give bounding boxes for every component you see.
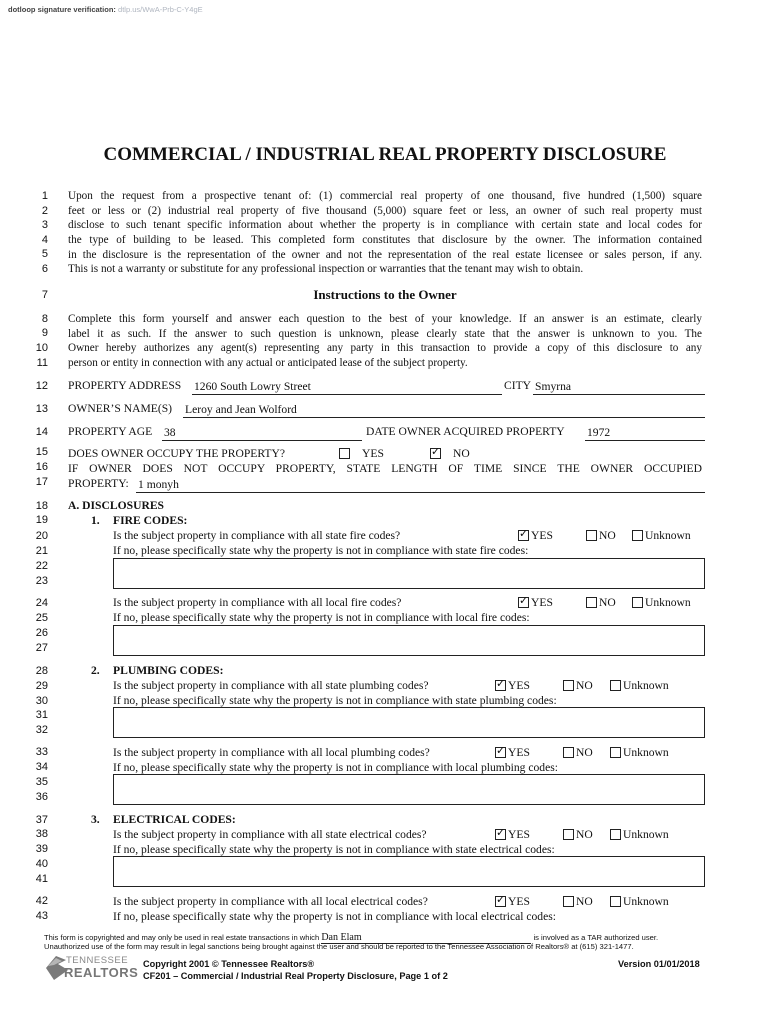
no-checkbox[interactable] — [563, 680, 574, 691]
line-number: 14 — [35, 426, 48, 438]
line-number: 18 — [35, 500, 48, 512]
no-label: NO — [576, 895, 593, 908]
city-label: CITY — [504, 379, 532, 392]
yes-label: YES — [531, 529, 553, 542]
instructions-paragraph — [68, 312, 702, 371]
followup-prompt: If no, please specifically state why the property is not in compliance with state electrical codes: — [113, 843, 555, 856]
paragraph-line: Upon the request from a prospective tenant of: (1) commercial real property of one thousand, five hundred (1,500) square — [68, 190, 702, 202]
compliance-question: Is the subject property in compliance with all state electrical codes? — [113, 828, 427, 841]
line-number: 4 — [41, 234, 48, 246]
page-title: COMMERCIAL / INDUSTRIAL REAL PROPERTY DISCLOSURE — [103, 144, 667, 165]
compliance-question: Is the subject property in compliance with all local plumbing codes? — [113, 746, 430, 759]
age-field[interactable]: 38 — [162, 426, 362, 441]
line-number: 11 — [36, 357, 48, 369]
not-occupy-label: PROPERTY: — [68, 477, 129, 490]
line-number: 36 — [35, 791, 48, 803]
paragraph-line: disclose to such tenant specific information about whether the property is in compliance with certain state and local codes for — [68, 219, 702, 232]
line-number: 19 — [35, 514, 48, 526]
signature-verification — [8, 5, 203, 14]
logo-text-bottom: REALTORS — [64, 965, 139, 980]
line-number: 33 — [35, 746, 48, 758]
line-number: 43 — [35, 910, 48, 922]
verification-code[interactable]: dtlp.us/WwA-Prb-C-Y4gE — [118, 5, 203, 14]
no-label: NO — [576, 746, 593, 759]
line-number: 25 — [35, 612, 48, 624]
unknown-label: Unknown — [645, 529, 691, 542]
no-checkbox[interactable] — [586, 597, 597, 608]
section-number: 1. — [91, 514, 100, 527]
compliance-question: Is the subject property in compliance with all state fire codes? — [113, 529, 401, 542]
explanation-field[interactable] — [113, 774, 705, 805]
copyright-line: Copyright 2001 © Tennessee Realtors® — [143, 959, 315, 969]
copyright-post: is involved as a TAR authorized user. — [533, 933, 659, 942]
logo-text-top: TENNESSEE — [66, 955, 129, 966]
line-number: 16 — [35, 461, 48, 473]
line-number: 38 — [35, 828, 48, 840]
section-number: 3. — [91, 813, 100, 826]
line-number: 23 — [35, 575, 48, 587]
paragraph-line: person or entity in connection with any actual or anticipated lease of the subject property. — [68, 357, 468, 370]
paragraph-line: This is not a warranty or substitute for any professional inspection or warranties that the tenant may wish to obtain. — [68, 263, 584, 276]
line-number: 12 — [35, 380, 48, 392]
line-number: 26 — [35, 627, 48, 639]
occupy-no-checkbox[interactable] — [430, 448, 441, 459]
no-label: NO — [576, 828, 593, 841]
line-number: 10 — [35, 342, 48, 354]
address-field[interactable]: 1260 South Lowry Street — [192, 380, 502, 395]
authorized-user-field[interactable]: Dan Elam — [321, 932, 531, 944]
owner-label: OWNER’S NAME(S) — [68, 402, 173, 415]
unknown-label: Unknown — [623, 746, 669, 759]
yes-checkbox[interactable] — [495, 747, 506, 758]
yes-label: YES — [508, 895, 530, 908]
line-number: 13 — [35, 403, 48, 415]
no-label: NO — [599, 529, 616, 542]
unknown-checkbox[interactable] — [632, 597, 643, 608]
line-number: 6 — [41, 263, 48, 275]
line-number: 1 — [41, 190, 48, 202]
acquired-field[interactable]: 1972 — [585, 426, 705, 441]
yes-checkbox[interactable] — [495, 680, 506, 691]
line-number: 34 — [35, 761, 48, 773]
address-label: PROPERTY ADDRESS — [68, 379, 182, 392]
instructions-heading: Instructions to the Owner — [313, 287, 457, 302]
yes-label: YES — [508, 746, 530, 759]
line-number: 8 — [41, 313, 48, 325]
occupy-yes-checkbox[interactable] — [339, 448, 350, 459]
line-number: 21 — [35, 545, 48, 557]
no-label: NO — [576, 679, 593, 692]
compliance-question: Is the subject property in compliance with all local fire codes? — [113, 596, 402, 609]
compliance-question: Is the subject property in compliance with all state plumbing codes? — [113, 679, 429, 692]
followup-prompt: If no, please specifically state why the property is not in compliance with local plumbing codes: — [113, 761, 558, 774]
unknown-label: Unknown — [623, 828, 669, 841]
unknown-checkbox[interactable] — [610, 680, 621, 691]
no-label: NO — [599, 596, 616, 609]
disclosures-heading: A. DISCLOSURES — [68, 499, 164, 512]
paragraph-line: in the disclosure is the representation of the owner and not the representation of the real estate licensee or sales person, if any. — [68, 248, 702, 261]
yes-checkbox[interactable] — [518, 530, 529, 541]
occupy-no-label: NO — [453, 447, 470, 460]
line-number: 17 — [35, 476, 48, 488]
section-title: ELECTRICAL CODES: — [113, 813, 236, 826]
line-number: 31 — [35, 709, 48, 721]
explanation-field[interactable] — [113, 707, 705, 738]
unknown-checkbox[interactable] — [610, 829, 621, 840]
unauthorized-notice: Unauthorized use of the form may result in legal sanctions being brought against the user and should be reported to the Tennessee Association of Realtors® at (615) 321-1477. — [44, 942, 634, 951]
section-title: FIRE CODES: — [113, 514, 188, 527]
yes-label: YES — [508, 679, 530, 692]
line-number: 40 — [35, 858, 48, 870]
line-number: 9 — [41, 327, 48, 339]
line-number: 15 — [35, 446, 48, 458]
section-number: 2. — [91, 664, 100, 677]
line-number: 22 — [35, 560, 48, 572]
compliance-question: Is the subject property in compliance with all local electrical codes? — [113, 895, 428, 908]
occupy-yes-label: YES — [362, 447, 384, 460]
yes-checkbox[interactable] — [495, 829, 506, 840]
no-checkbox[interactable] — [563, 747, 574, 758]
copyright-pre: This form is copyrighted and may only be used in real estate transactions in which — [44, 933, 320, 942]
paragraph-line: Complete this form yourself and answer each question to the best of your knowledge. If an answer is an estimate, clearly — [68, 313, 702, 325]
line-number: 37 — [35, 814, 48, 826]
followup-prompt: If no, please specifically state why the property is not in compliance with local fire codes: — [113, 611, 530, 624]
intro-paragraph — [68, 189, 702, 277]
not-occupy-line: IF OWNER DOES NOT OCCUPY PROPERTY, STATE LENGTH OF TIME SINCE THE OWNER OCCUPIED — [68, 462, 702, 475]
line-number: 32 — [35, 724, 48, 736]
yes-checkbox[interactable] — [495, 896, 506, 907]
line-number: 29 — [35, 680, 48, 692]
unknown-checkbox[interactable] — [610, 896, 621, 907]
not-occupy-statement — [68, 462, 702, 477]
line-number: 24 — [35, 597, 48, 609]
yes-label: YES — [531, 596, 553, 609]
paragraph-line: the type of building to be leased. This completed form constitutes that disclosure by the owner. The information contained — [68, 234, 702, 247]
unknown-label: Unknown — [645, 596, 691, 609]
no-checkbox[interactable] — [563, 896, 574, 907]
line-number: 2 — [41, 205, 48, 217]
unknown-checkbox[interactable] — [632, 530, 643, 541]
line-number: 30 — [35, 695, 48, 707]
section-title: PLUMBING CODES: — [113, 664, 224, 677]
tennessee-realtors-logo — [44, 952, 139, 982]
version: Version 01/01/2018 — [618, 959, 700, 969]
line-number: 3 — [41, 219, 48, 231]
no-checkbox[interactable] — [586, 530, 597, 541]
line-number: 20 — [35, 530, 48, 542]
line-number: 5 — [41, 248, 48, 260]
line-number: 39 — [35, 843, 48, 855]
line-number: 7 — [41, 289, 48, 301]
no-checkbox[interactable] — [563, 829, 574, 840]
paragraph-line: label it as such. If the answer to such question is unknown, please clearly state that the answer is unknown to you. The — [68, 327, 702, 340]
explanation-field[interactable] — [113, 558, 705, 589]
yes-checkbox[interactable] — [518, 597, 529, 608]
line-number: 27 — [35, 642, 48, 654]
explanation-field[interactable] — [113, 625, 705, 656]
followup-prompt: If no, please specifically state why the property is not in compliance with local electrical codes: — [113, 910, 556, 923]
followup-prompt: If no, please specifically state why the property is not in compliance with state fire codes: — [113, 544, 529, 557]
line-number: 35 — [35, 776, 48, 788]
verification-label: dotloop signature verification: — [8, 5, 116, 14]
unknown-label: Unknown — [623, 895, 669, 908]
line-number: 42 — [35, 895, 48, 907]
followup-prompt: If no, please specifically state why the property is not in compliance with state plumbing codes: — [113, 694, 557, 707]
occupy-question: DOES OWNER OCCUPY THE PROPERTY? — [68, 447, 286, 460]
form-id: CF201 – Commercial / Industrial Real Property Disclosure, Page 1 of 2 — [143, 971, 448, 981]
line-number: 28 — [35, 665, 48, 677]
age-label: PROPERTY AGE — [68, 425, 153, 438]
paragraph-line: feet or less or (2) industrial real property of five thousand (5,000) square feet or less, an owner of such real property must — [68, 204, 702, 217]
paragraph-line: Owner hereby authorizes any agent(s) representing any party in this transaction to provide a copy of this disclosure to any — [68, 342, 702, 355]
not-occupy-field[interactable]: 1 monyh — [136, 478, 705, 493]
line-number: 41 — [35, 873, 48, 885]
city-field[interactable]: Smyrna — [533, 380, 705, 395]
explanation-field[interactable] — [113, 856, 705, 887]
unknown-checkbox[interactable] — [610, 747, 621, 758]
unknown-label: Unknown — [623, 679, 669, 692]
owner-field[interactable]: Leroy and Jean Wolford — [183, 403, 705, 418]
acquired-label: DATE OWNER ACQUIRED PROPERTY — [366, 425, 565, 438]
yes-label: YES — [508, 828, 530, 841]
